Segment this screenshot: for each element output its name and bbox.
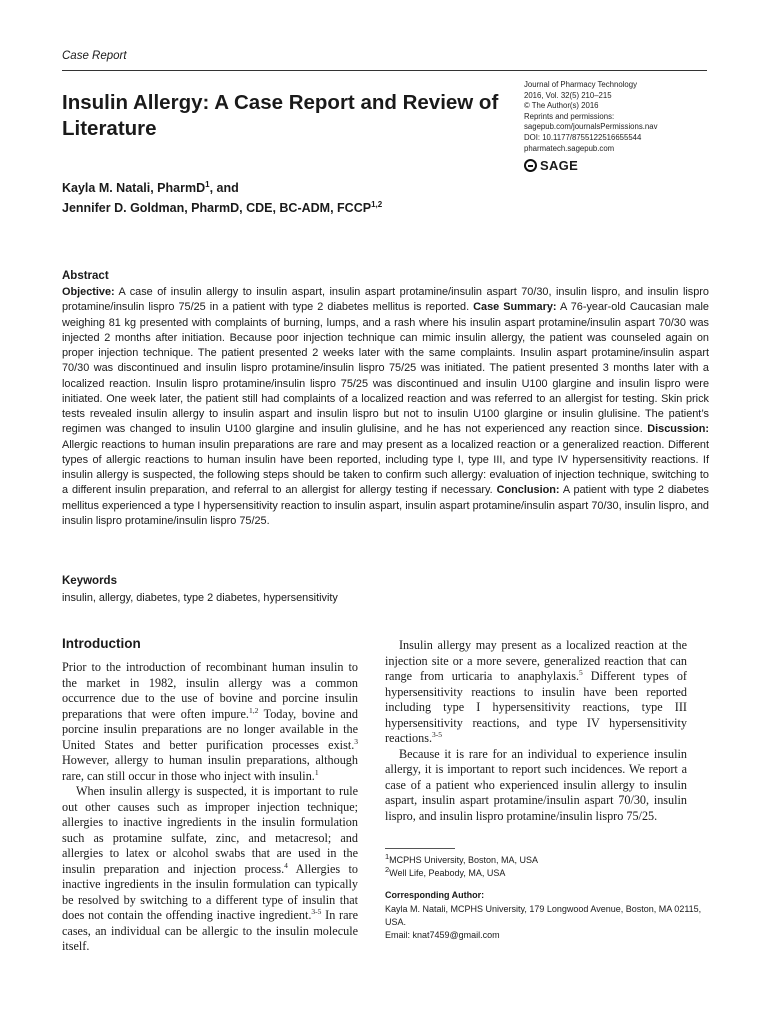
corresponding-author-heading: Corresponding Author: xyxy=(385,890,485,900)
article-type-label: Case Report xyxy=(62,50,127,62)
header-divider xyxy=(62,70,707,71)
article-title: Insulin Allergy: A Case Report and Review of Literature xyxy=(62,91,499,140)
citation[interactable]: 5 xyxy=(579,667,583,677)
footnote-divider xyxy=(385,848,455,849)
objective-label: Objective: xyxy=(62,286,115,298)
sage-logo-text: SAGE xyxy=(540,158,579,173)
introduction-right-column xyxy=(385,638,687,824)
abstract-body: Objective: A case of insulin allergy to insulin aspart, insulin aspart protamine/insulin aspart 70/30, insulin lispro, and insulin lispro protamine/insulin lispro 75/25 in a patient with type 2 diabetes mellitus is reported. Case Summary: A 76-year-old Caucasian male weighing 81 kg presented with complaints of burning, lumps, and a rash where his insulin aspart protamine/insulin aspart 70/30 was injected 2 months after initiation. Because poor injection technique can mimic insulin allergy, the patient was counseled again on proper injection technique. The patient presented 2 weeks later with the same complaints. Insulin aspart protamine/insulin aspart 70/30 was discontinued and insulin lispro protamine/insulin lispro 75/25 was initiated. The patient presented 3 months later with a localized reaction. Insulin lispro protamine/insulin lispro 75/25 was discontinued and insulin U100 glargine and insulin lispro were initiated. One week later, the patient still had complaints of a localized reaction and was referred to an allergist for testing. Skin prick tests revealed insulin allergy to insulin aspart and insulin lispro but not to insulin U100 glargine or insulin glulisine. The patient’s regimen was changed to insulin U100 glargine and insulin glulisine, and he has not experienced any reaction since. Discussion: Allergic reactions to human insulin preparations are rare and may present as a localized reaction or a generalized reaction. Different types of allergic reactions to human insulin have been reported, including type I, type III, and type IV hypersensitivity reactions. If insulin allergy is suspected, the following steps should be taken to confirm such allergy: evaluation of injection technique, switching to a different insulin preparation, and referral to an allergist for allergy testing if necessary. Conclusion: A patient with type 2 diabetes mellitus experienced a type I hypersensitivity reaction to insulin aspart, insulin aspart protamine/insulin aspart 70/30, insulin lispro, and insulin lispro protamine/insulin lispro 75/25. xyxy=(62,286,709,527)
corresponding-author-email[interactable]: Email: knat7459@gmail.com xyxy=(385,930,500,940)
author-list xyxy=(62,178,382,218)
citation[interactable]: 4 xyxy=(284,860,288,870)
sage-logo xyxy=(524,158,578,173)
introduction-heading: Introduction xyxy=(62,636,141,651)
citation[interactable]: 3-5 xyxy=(311,906,322,916)
author-2: Jennifer D. Goldman, PharmD, CDE, BC-ADM, FCCP$^{1,2}$ xyxy=(62,199,383,215)
citation[interactable]: 3 xyxy=(354,736,358,746)
journal-copyright: © The Author(s) 2016 xyxy=(524,101,599,111)
corresponding-author-address: Kayla M. Natali, MCPHS University, 179 Longwood Avenue, Boston, MA 02115, USA. xyxy=(385,904,702,927)
keywords-list: insulin, allergy, diabetes, type 2 diabetes, hypersensitivity xyxy=(62,592,338,604)
journal-volume: 2016, Vol. 32(5) 210–215 xyxy=(524,90,612,100)
case-summary-label: Case Summary: xyxy=(473,301,557,314)
intro-paragraph-2: When insulin allergy is suspected, it is important to rule out other causes such as improper injection technique; allergies to inactive ingredients in the insulin formulation such as protamine sulfate, zinc, and metacresol; and allergies to latex or alcohol swabs that are used in the insulin preparation and injection process.$^4$ Allergies to inactive ingredients in the insulin formulation can typically be resolved by switching to a different type of insulin that does not contain the offending inactive ingredient.$^{3-5}$ In rare cases, an individual can be allergic to the insulin molecule itself. xyxy=(62,784,359,953)
journal-reprints-label: Reprints and permissions: xyxy=(524,111,615,121)
affiliation-1: $^1$MCPHS University, Boston, MA, USA xyxy=(385,852,539,865)
intro-paragraph-3: Insulin allergy may present as a localized reaction at the injection site or a more severe, generalized reaction that can range from urticaria to anaphylaxis.$^5$ Different types of hypersensitivity reactions to insulin have been reported including type I hypersensitivity reactions, type III hypersensitivity reactions, and type IV hypersensitivity reactions.$^{3-5}$ xyxy=(385,638,687,745)
corresponding-author-details xyxy=(385,903,705,942)
journal-name: Journal of Pharmacy Technology xyxy=(524,80,637,89)
affiliation-footnotes xyxy=(385,854,705,880)
keywords-heading: Keywords xyxy=(62,575,117,587)
citation[interactable]: 3-5 xyxy=(432,729,443,739)
citation[interactable]: 1 xyxy=(314,767,319,777)
journal-doi[interactable]: DOI: 10.1177/8755122516655544 xyxy=(524,132,642,142)
introduction-left-column xyxy=(62,660,358,955)
intro-paragraph-4: Because it is rare for an individual to experience insulin allergy, it is important to report such incidences. We report a case of a patient who experienced insulin allergy to insulin aspart, insulin aspart protamine/insulin aspart 70/30, insulin lispro, and insulin lispro protamine/insulin lispro 75/25. xyxy=(385,746,687,823)
sage-logo-icon xyxy=(524,159,537,172)
abstract-heading: Abstract xyxy=(62,270,109,282)
discussion-label: Discussion: xyxy=(647,423,709,436)
intro-paragraph-1: Prior to the introduction of recombinant human insulin to the market in 1982, insulin allergy was a common occurrence due to the use of bovine and porcine insulin preparations that were often impure.$^{1,2}$ Today, bovine and porcine insulin preparations are no longer available in the United States and better purification processes exist.$^3$ However, allergy to human insulin preparations, although rare, can still occur in those who inject with insulin.$^1$ xyxy=(62,660,358,783)
journal-website-link[interactable]: pharmatech.sagepub.com xyxy=(524,143,615,153)
journal-info xyxy=(524,80,724,154)
citation[interactable]: 1,2 xyxy=(248,705,259,715)
journal-permissions-link[interactable]: sagepub.com/journalsPermissions.nav xyxy=(524,122,658,132)
conclusion-label: Conclusion: xyxy=(496,484,560,497)
affiliation-2: $^2$Well Life, Peabody, MA, USA xyxy=(385,865,506,878)
author-1: Kayla M. Natali, PharmD$^1$, and xyxy=(62,179,239,195)
